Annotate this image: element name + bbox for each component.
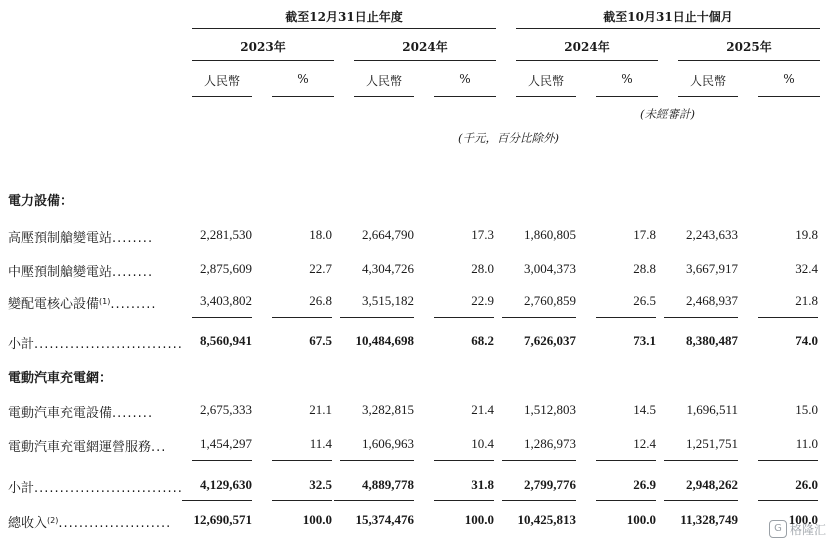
subtotal-value: 32.5 — [309, 477, 332, 492]
total-rule — [664, 500, 738, 501]
total-value: 100.0 — [788, 512, 818, 527]
header-rule — [516, 60, 658, 61]
year-header: 2023年 — [240, 40, 286, 54]
subtotal-value: 4,889,778 — [362, 477, 414, 492]
section-title: 電力設備： — [8, 194, 74, 209]
subtotal-rule — [664, 317, 738, 318]
subtotal-value: 8,560,941 — [200, 333, 252, 348]
subtotal-value: 31.8 — [471, 477, 494, 492]
header-rule — [678, 96, 738, 97]
subtotal-value: 26.9 — [633, 477, 656, 492]
subtotal-value: 74.0 — [795, 333, 818, 348]
total-value: 10,425,813 — [517, 512, 576, 527]
total-value: 100.0 — [626, 512, 656, 527]
subtotal-label: 小計............................. — [8, 337, 183, 352]
header-rule — [758, 96, 820, 97]
subtotal-value: 2,948,262 — [686, 477, 738, 492]
pct-header: % — [459, 72, 471, 86]
year-header: 2024年 — [402, 40, 448, 54]
subtotal-rule — [192, 460, 252, 461]
value-cell: 3,282,815 — [362, 402, 414, 417]
currency-header: 人民幣 — [203, 74, 240, 88]
subtotal-value: 8,380,487 — [686, 333, 738, 348]
total-rule — [758, 500, 818, 501]
total-value: 12,690,571 — [193, 512, 252, 527]
value-cell: 1,454,297 — [200, 436, 252, 451]
subtotal-rule — [272, 460, 332, 461]
value-cell: 1,251,751 — [686, 436, 738, 451]
value-cell: 1,606,963 — [362, 436, 414, 451]
watermark-logo-icon: G — [769, 520, 787, 538]
header-rule — [192, 60, 334, 61]
header-rule — [192, 96, 252, 97]
subtotal-rule — [272, 317, 332, 318]
header-rule — [354, 60, 496, 61]
subtotal-value: 2,799,776 — [524, 477, 576, 492]
header-rule — [272, 96, 334, 97]
header-rule — [516, 28, 820, 29]
value-cell: 3,667,917 — [686, 261, 738, 276]
value-cell: 2,664,790 — [362, 227, 414, 242]
subtotal-rule — [340, 460, 414, 461]
header-rule — [192, 28, 496, 29]
subtotal-rule — [596, 460, 656, 461]
subtotal-rule — [758, 317, 818, 318]
value-cell: 28.0 — [471, 261, 494, 276]
watermark-text: 格隆汇 — [789, 522, 826, 537]
subtotal-value: 10,484,698 — [355, 333, 414, 348]
subtotal-value: 67.5 — [309, 333, 332, 348]
header-rule — [678, 60, 820, 61]
row-label: 高壓預制艙變電站........ — [8, 231, 154, 246]
unit-note: (千元，百分比除外) — [458, 131, 559, 145]
value-cell: 17.8 — [633, 227, 656, 242]
value-cell: 21.1 — [309, 402, 332, 417]
value-cell: 3,403,802 — [200, 293, 252, 308]
value-cell: 19.8 — [795, 227, 818, 242]
total-label: 總收入$^{(2)}$...................... — [8, 516, 172, 531]
pct-header: % — [297, 72, 309, 86]
year-header: 2025年 — [726, 40, 772, 54]
total-rule — [334, 500, 414, 501]
period-header-year: 截至12月31日止年度 — [285, 10, 403, 24]
subtotal-rule — [434, 460, 494, 461]
value-cell: 28.8 — [633, 261, 656, 276]
value-cell: 1,512,803 — [524, 402, 576, 417]
pct-header: % — [783, 72, 795, 86]
value-cell: 2,243,633 — [686, 227, 738, 242]
value-cell: 22.7 — [309, 261, 332, 276]
value-cell: 1,696,511 — [686, 402, 738, 417]
value-cell: 22.9 — [471, 293, 494, 308]
value-cell: 14.5 — [633, 402, 656, 417]
unaudited-note: (未經審計) — [640, 107, 695, 121]
total-value: 11,328,749 — [680, 512, 738, 527]
header-rule — [516, 96, 576, 97]
value-cell: 26.8 — [309, 293, 332, 308]
header-rule — [354, 96, 414, 97]
value-cell: 26.5 — [633, 293, 656, 308]
subtotal-rule — [596, 317, 656, 318]
watermark — [769, 520, 826, 538]
value-cell: 15.0 — [795, 402, 818, 417]
value-cell: 2,468,937 — [686, 293, 738, 308]
subtotal-value: 7,626,037 — [524, 333, 576, 348]
value-cell: 1,286,973 — [524, 436, 576, 451]
total-rule — [502, 500, 576, 501]
header-rule — [434, 96, 496, 97]
value-cell: 4,304,726 — [362, 261, 414, 276]
subtotal-value: 4,129,630 — [200, 477, 252, 492]
currency-header: 人民幣 — [527, 74, 564, 88]
value-cell: 3,515,182 — [362, 293, 414, 308]
value-cell: 2,675,333 — [200, 402, 252, 417]
subtotal-rule — [502, 460, 576, 461]
row-label: 中壓預制艙變電站........ — [8, 265, 154, 280]
total-rule — [272, 500, 332, 501]
value-cell: 1,860,805 — [524, 227, 576, 242]
subtotal-rule — [502, 317, 576, 318]
row-label: 電動汽車充電設備........ — [8, 406, 154, 421]
value-cell: 12.4 — [633, 436, 656, 451]
period-header-ten-months: 截至10月31日止十個月 — [603, 10, 733, 24]
row-label: 變配電核心設備$^{(1)}$......... — [8, 297, 157, 312]
subtotal-value: 68.2 — [471, 333, 494, 348]
total-rule — [434, 500, 494, 501]
currency-header: 人民幣 — [689, 74, 726, 88]
subtotal-label: 小計............................. — [8, 481, 183, 496]
value-cell: 3,004,373 — [524, 261, 576, 276]
value-cell: 21.8 — [795, 293, 818, 308]
subtotal-value: 73.1 — [633, 333, 656, 348]
subtotal-rule — [664, 460, 738, 461]
subtotal-rule — [340, 317, 414, 318]
currency-header: 人民幣 — [365, 74, 402, 88]
value-cell: 2,281,530 — [200, 227, 252, 242]
subtotal-rule — [192, 317, 252, 318]
header-rule — [596, 96, 658, 97]
total-value: 100.0 — [464, 512, 494, 527]
value-cell: 21.4 — [471, 402, 494, 417]
value-cell: 2,875,609 — [200, 261, 252, 276]
value-cell: 2,760,859 — [524, 293, 576, 308]
value-cell: 10.4 — [471, 436, 494, 451]
total-rule — [182, 500, 252, 501]
value-cell: 11.0 — [795, 436, 818, 451]
value-cell: 18.0 — [309, 227, 332, 242]
value-cell: 17.3 — [471, 227, 494, 242]
total-value: 100.0 — [302, 512, 332, 527]
value-cell: 11.4 — [309, 436, 332, 451]
pct-header: % — [621, 72, 633, 86]
subtotal-rule — [434, 317, 494, 318]
row-label: 電動汽車充電網運營服務... — [8, 440, 167, 455]
total-value: 15,374,476 — [355, 512, 414, 527]
value-cell: 32.4 — [795, 261, 818, 276]
total-rule — [596, 500, 656, 501]
year-header: 2024年 — [564, 40, 610, 54]
section-title: 電動汽車充電網： — [8, 371, 113, 386]
subtotal-rule — [758, 460, 818, 461]
subtotal-value: 26.0 — [795, 477, 818, 492]
